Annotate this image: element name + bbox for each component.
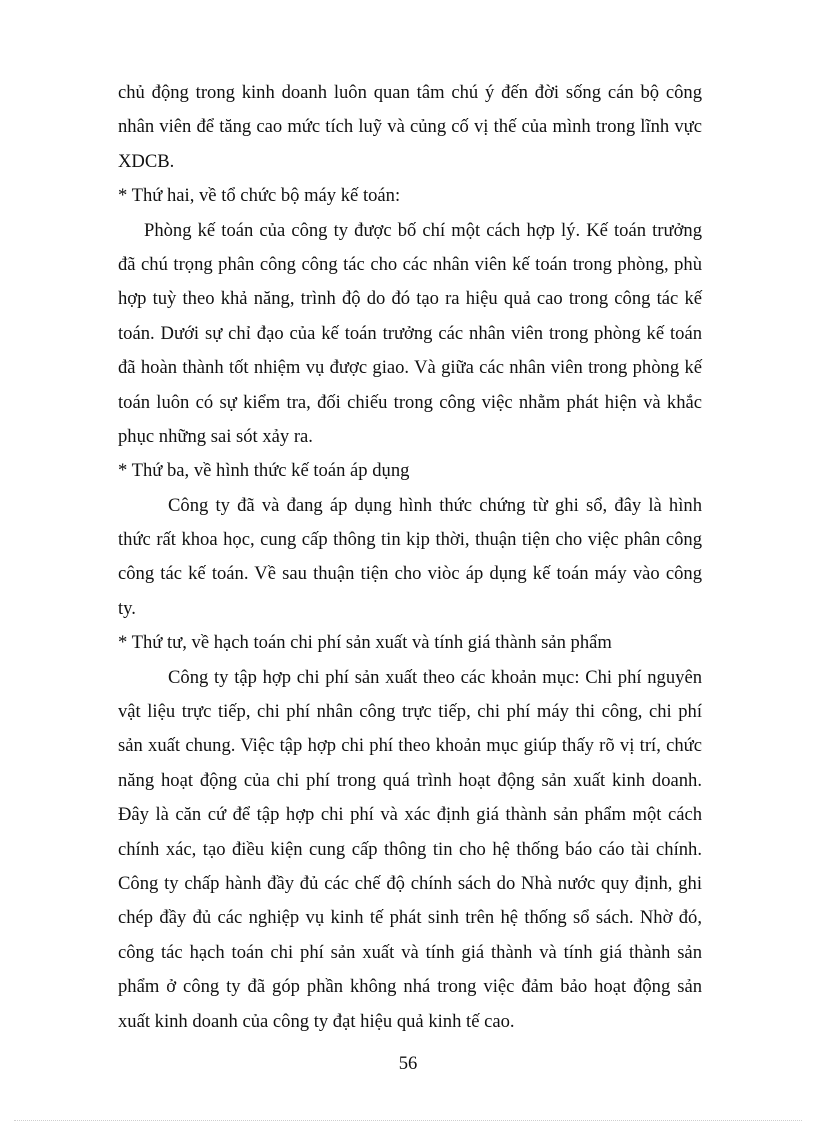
text-line: thức rất khoa học, cung cấp thông tin kịp thời, thuận tiện cho việc phân công: [118, 529, 702, 551]
section-heading: * Thứ tư, về hạch toán chi phí sản xuất và tính giá thành sản phẩm: [118, 632, 612, 654]
page-number: 56: [398, 1053, 418, 1074]
section-heading: * Thứ hai, về tổ chức bộ máy kế toán:: [118, 185, 401, 207]
text-line: Đây là căn cứ để tập hợp chi phí và xác định giá thành sản phẩm một cách: [118, 804, 702, 826]
text-line: chính xác, tạo điều kiện cung cấp thông tin cho hệ thống báo cáo tài chính.: [118, 838, 702, 860]
text-line: sản xuất chung. Việc tập hợp chi phí theo khoản mục giúp thấy rõ vị trí, chức: [118, 735, 702, 757]
text-line: công tác hạch toán chi phí sản xuất và tính giá thành và tính giá thành sản: [118, 941, 702, 963]
text-line: phục những sai sót xảy ra.: [118, 425, 313, 447]
text-line: xuất kinh doanh của công ty đạt hiệu quả kinh tế cao.: [118, 1010, 515, 1032]
text-line: XDCB.: [118, 150, 175, 172]
text-line: Công ty đã và đang áp dụng hình thức chứng từ ghi sổ, đây là hình: [168, 494, 702, 516]
text-line: Công ty chấp hành đầy đủ các chế độ chính sách do Nhà nước quy định, ghi: [118, 872, 702, 894]
text-line: đã hoàn thành tốt nhiệm vụ được giao. Và giữa các nhân viên trong phòng kế: [118, 357, 702, 379]
text-line: Công ty tập hợp chi phí sản xuất theo các khoản mục: Chi phí nguyên: [168, 666, 702, 688]
text-line: nhân viên để tăng cao mức tích luỹ và củng cố vị thế của mình trong lĩnh vực: [118, 116, 702, 138]
text-line: ty.: [118, 597, 136, 619]
text-line: hợp tuỳ theo khả năng, trình độ do đó tạo ra hiệu quả cao trong công tác kế: [118, 288, 702, 310]
text-line: năng hoạt động của chi phí trong quá trình hoạt động sản xuất kinh doanh.: [118, 769, 702, 791]
text-line: phẩm ở công ty đã góp phần không nhá trong việc đảm bảo hoạt động sản: [118, 976, 702, 998]
text-line: Phòng kế toán của công ty được bố chí một cách hợp lý. Kế toán trưởng: [144, 219, 702, 241]
text-line: vật liệu trực tiếp, chi phí nhân công trực tiếp, chi phí máy thi công, chi phí: [118, 701, 702, 723]
text-line: công tác kế toán. Về sau thuận tiện cho viòc áp dụng kế toán máy vào công: [118, 563, 702, 585]
text-line: toán. Dưới sự chỉ đạo của kế toán trưởng các nhân viên trong phòng kế toán: [118, 322, 702, 344]
page-bottom-divider: [14, 1120, 802, 1121]
text-line: đã chú trọng phân công công tác cho các nhân viên kế toán trong phòng, phù: [118, 253, 702, 275]
document-page: [118, 76, 702, 1039]
text-line: toán luôn có sự kiểm tra, đối chiếu trong công việc nhằm phát hiện và khắc: [118, 391, 702, 413]
section-heading: * Thứ ba, về hình thức kế toán áp dụng: [118, 460, 410, 482]
text-line: chép đầy đủ các nghiệp vụ kinh tế phát sinh trên hệ thống sổ sách. Nhờ đó,: [118, 907, 702, 929]
text-line: chủ động trong kinh doanh luôn quan tâm chú ý đến đời sống cán bộ công: [118, 82, 702, 103]
